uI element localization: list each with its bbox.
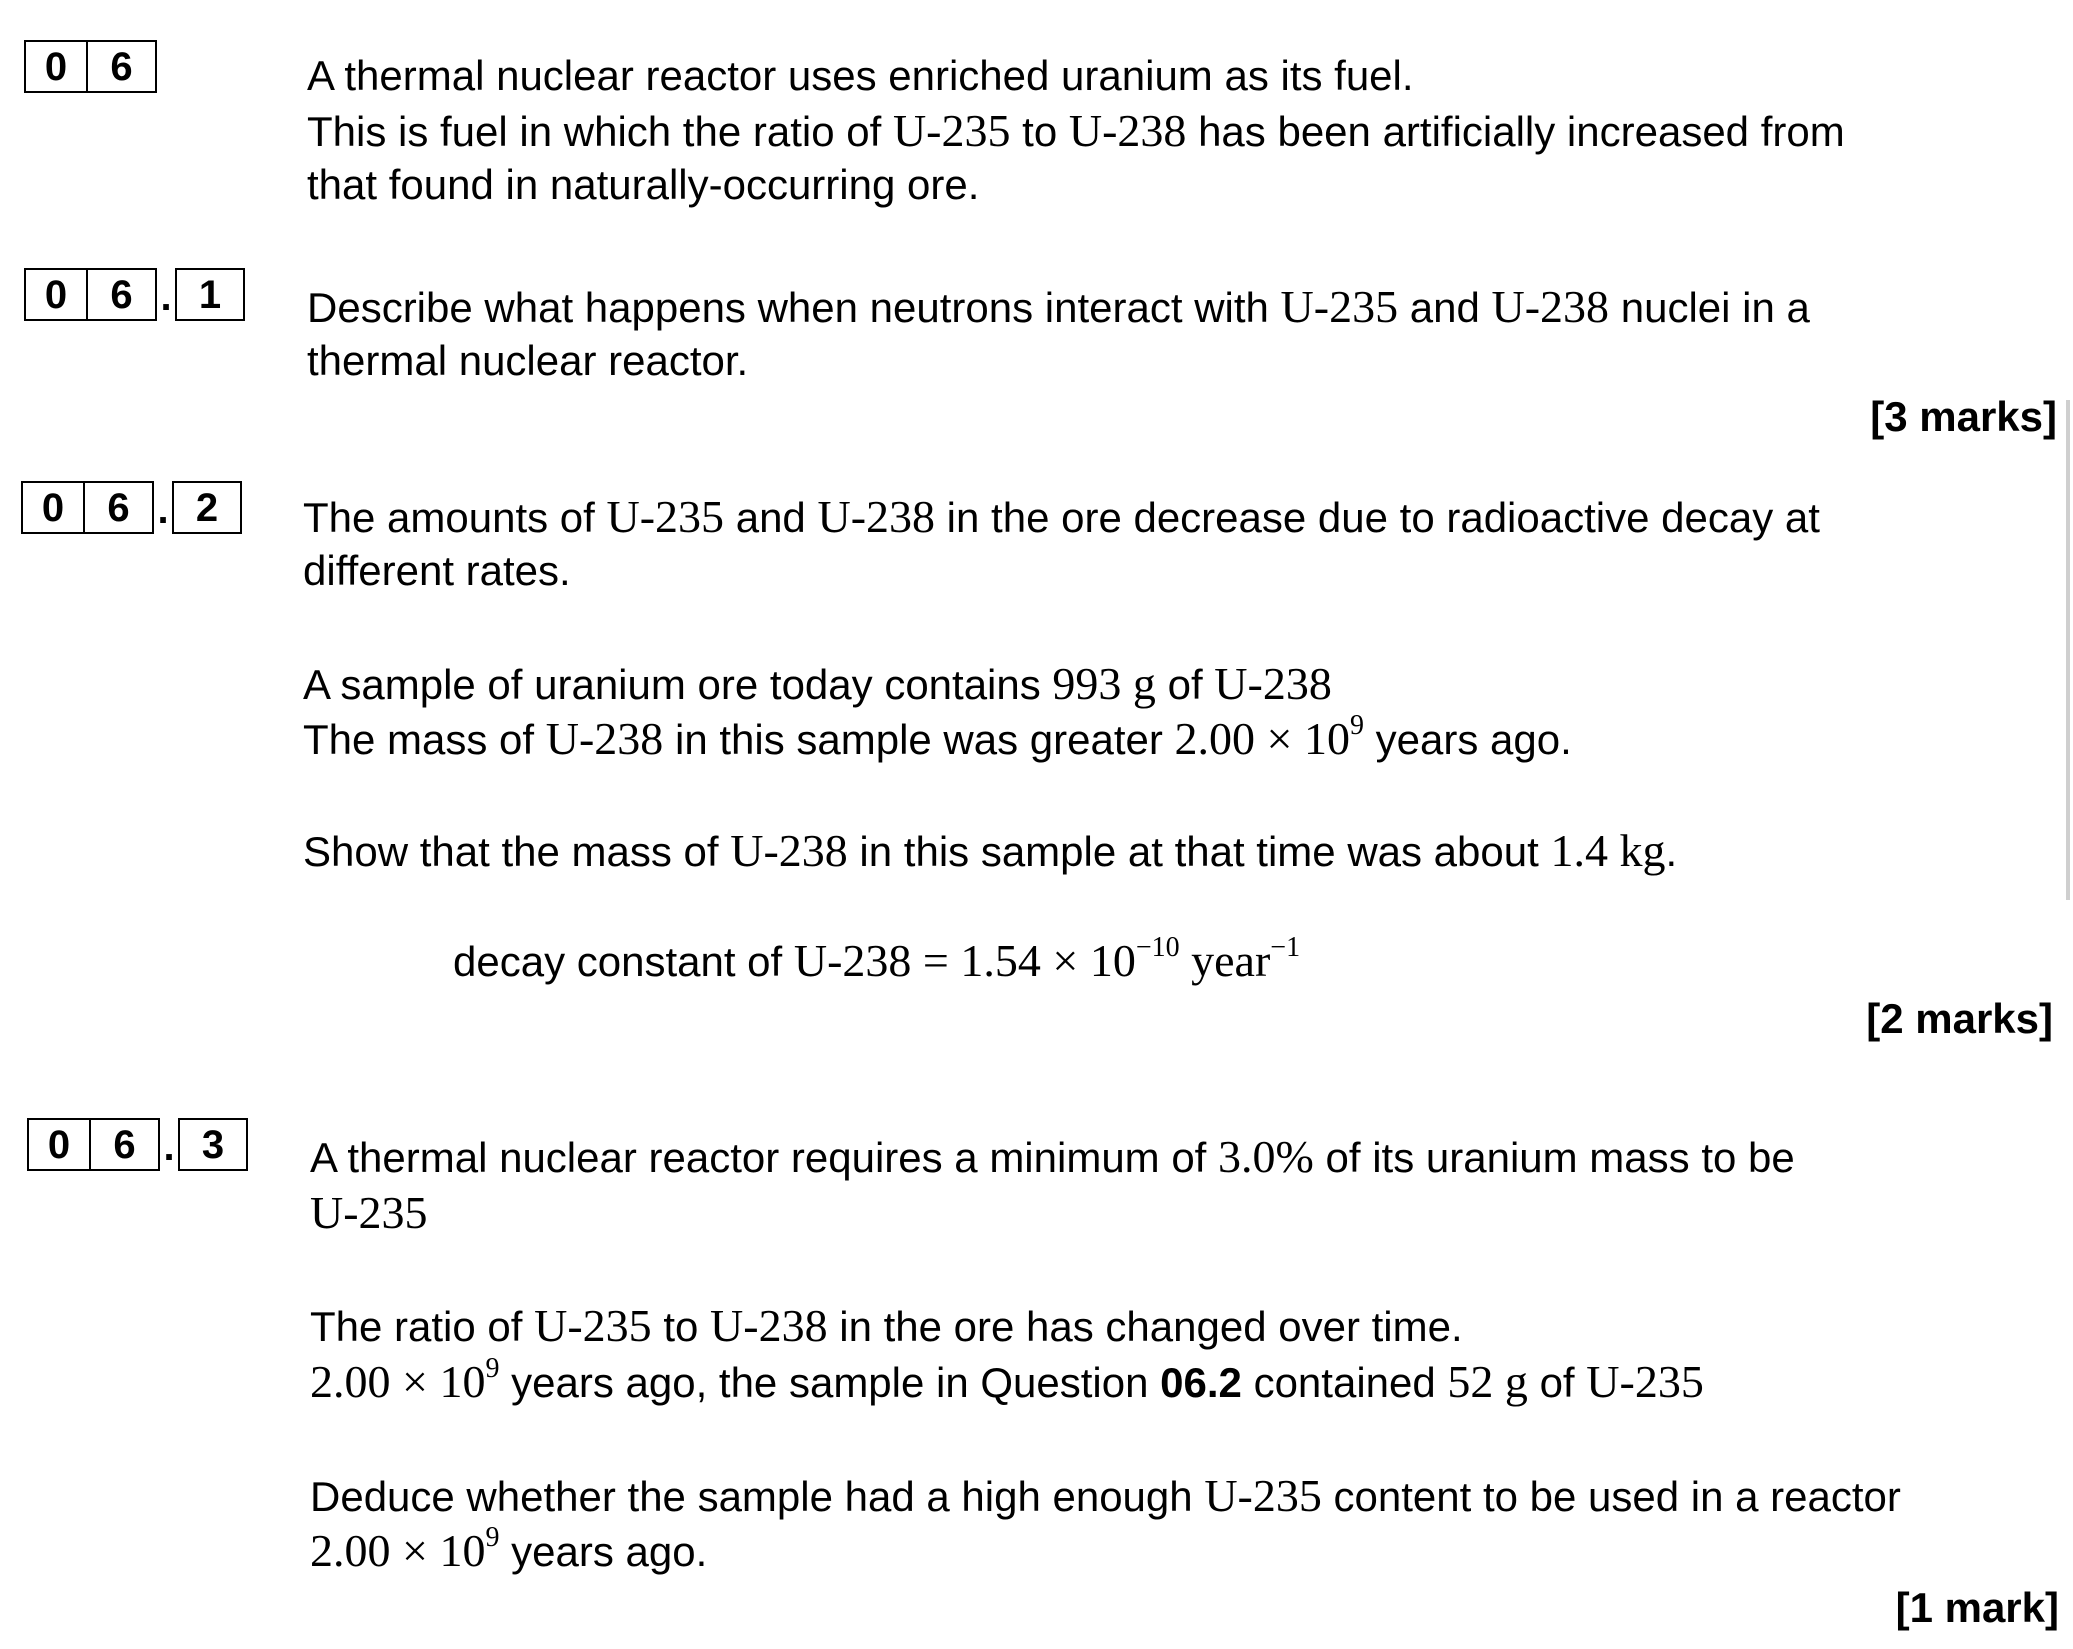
- q62-line-3: A sample of uranium ore today contains 993 g of U-238: [303, 658, 1332, 709]
- digit-box: 6: [88, 40, 157, 93]
- q62-line-5: Show that the mass of U-238 in this sample at that time was about 1.4 kg.: [303, 825, 1678, 876]
- question-number-06-1: [24, 268, 245, 321]
- q6-line-3: that found in naturally-occurring ore.: [307, 161, 980, 208]
- q6-line-1: A thermal nuclear reactor uses enriched uranium as its fuel.: [307, 52, 1414, 99]
- q62-decay-constant: decay constant of $U-238 = 1.54 \times 10^{-10}$ year$^{-1}$: [453, 931, 1301, 986]
- q62-line-2: different rates.: [303, 547, 571, 594]
- q62-line-4: The mass of U-238 in this sample was greater $2.00 \times 10^9$ years ago.: [303, 709, 1572, 764]
- q61-line-1: Describe what happens when neutrons interact with U-235 and U-238 nuclei in a: [307, 281, 1810, 332]
- q63-line-5: Deduce whether the sample had a high enough U-235 content to be used in a reactor: [310, 1470, 1901, 1521]
- digit-box: 0: [27, 1118, 91, 1171]
- page-edge-divider: [2066, 400, 2070, 900]
- number-dot: .: [160, 275, 172, 319]
- marks-label: [1 mark]: [1895, 1584, 2059, 1631]
- number-dot: .: [157, 488, 169, 532]
- digit-box: 1: [175, 268, 245, 321]
- q63-line-1: A thermal nuclear reactor requires a minimum of 3.0% of its uranium mass to be: [310, 1131, 1795, 1182]
- digit-box: 2: [172, 481, 242, 534]
- q63-line-3: The ratio of U-235 to U-238 in the ore has changed over time.: [310, 1300, 1463, 1351]
- marks-label: [2 marks]: [1866, 995, 2053, 1042]
- marks-label: [3 marks]: [1870, 393, 2057, 440]
- digit-box: 6: [88, 268, 157, 321]
- digit-box: 3: [178, 1118, 248, 1171]
- q63-line-6: $2.00 \times 10^9$ years ago.: [310, 1521, 708, 1576]
- q63-line-2: U-235: [310, 1187, 428, 1238]
- q62-line-1: The amounts of U-235 and U-238 in the ore decrease due to radioactive decay at: [303, 491, 1820, 542]
- question-number-06: [24, 40, 157, 93]
- digit-box: 0: [21, 481, 85, 534]
- digit-box: 6: [85, 481, 154, 534]
- digit-box: 6: [91, 1118, 160, 1171]
- number-dot: .: [163, 1125, 175, 1169]
- question-number-06-3: [27, 1118, 248, 1171]
- q63-line-4: $2.00 \times 10^9$ years ago, the sample in Question 06.2 contained 52 g of U-235: [310, 1352, 1704, 1407]
- digit-box: 0: [24, 268, 88, 321]
- question-number-06-2: [21, 481, 242, 534]
- q61-line-2: thermal nuclear reactor.: [307, 337, 749, 384]
- digit-box: 0: [24, 40, 88, 93]
- q6-line-2: This is fuel in which the ratio of U-235 to U-238 has been artificially increased from: [307, 105, 1845, 156]
